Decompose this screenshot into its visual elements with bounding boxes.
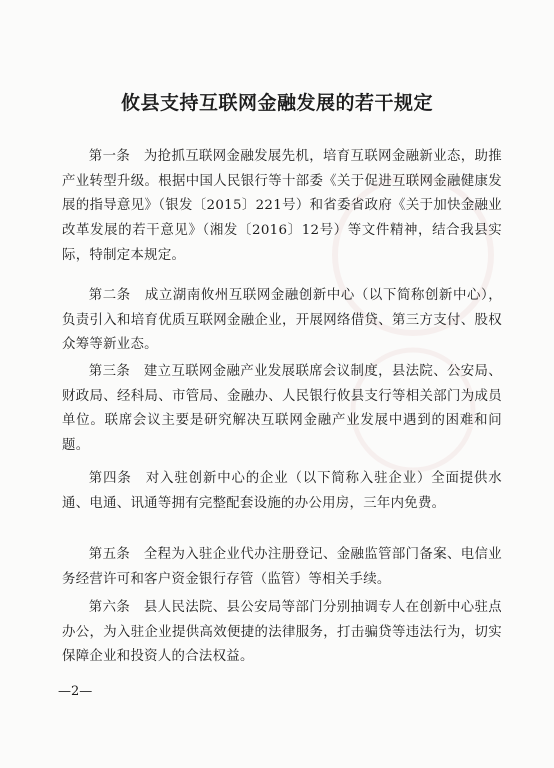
article-3: 第三条 建立互联网金融产业发展联席会议制度，县法院、公安局、财政局、经科局、市管局、金融办、人民银行攸县支行等相关部门为成员单位。联席会议主要是研究解决互联网金融产业发展中遇到的困难和问题。 [62, 364, 502, 454]
article-5: 第五条 全程为入驻企业代办注册登记、金融监管部门备案、电信业务经营许可和客户资金银行存管（监管）等相关手续。 [62, 547, 502, 587]
article-4: 第四条 对入驻创新中心的企业（以下简称入驻企业）全面提供水通、电通、讯通等拥有完整配套设施的办公用房，三年内免费。 [62, 471, 502, 511]
article-2: 第二条 成立湖南攸州互联网金融创新中心（以下简称创新中心），负责引入和培育优质互联网金融企业，开展网络借贷、第三方支付、股权众筹等新业态。 [62, 288, 502, 353]
document-title: 攸县支持互联网金融发展的若干规定 [120, 92, 433, 114]
article-6: 第六条 县人民法院、县公安局等部门分别抽调专人在创新中心驻点办公，为入驻企业提供高效便捷的法律服务，打击骗贷等违法行为，切实保障企业和投资人的合法权益。 [62, 600, 502, 665]
article-1: 第一条 为抢抓互联网金融发展先机，培育互联网金融新业态，助推产业转型升级。根据中国人民银行等十部委《关于促进互联网金融健康发展的指导意见》（银发〔2015〕221号）和省委省政府《关于加快金融业改革发展的若干意见》（湘发〔2016〕12号）等文件精神，结合我县实际，特制定本规定。 [62, 149, 502, 263]
page-number: —2— [58, 684, 93, 699]
